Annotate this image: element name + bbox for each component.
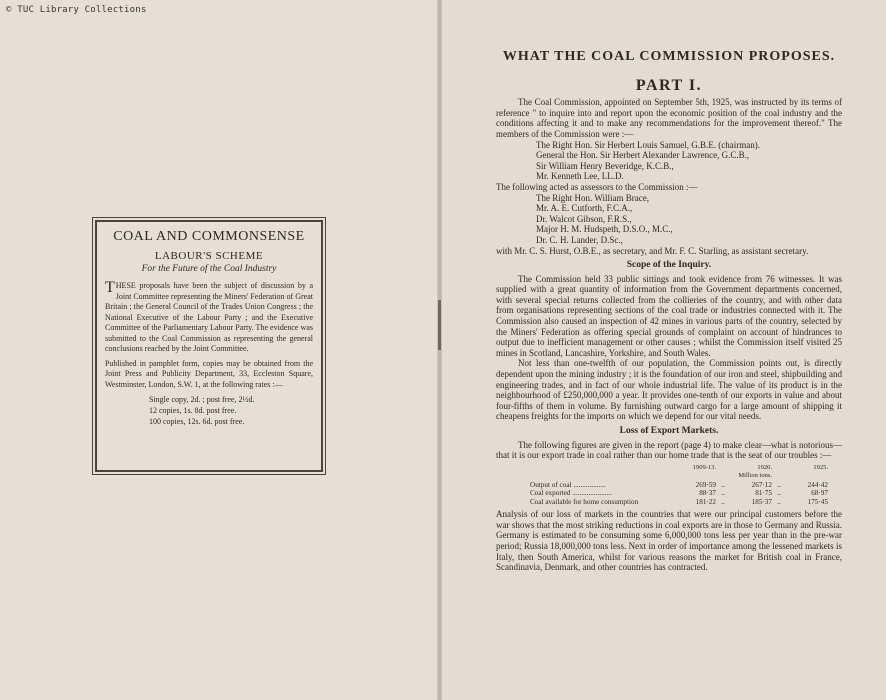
rates-list [149,394,313,427]
right-page-content [496,49,842,573]
rate-item: 100 copies, 12s. 6d. post free. [149,417,245,426]
table-row-label: Coal available for home consumption [530,497,639,506]
scope-paragraph-2: Not less than one-twelfth of our population, the Commission points out, is directly dependent upon the mining industry ; it is the foundation of our iron and steel, shipbuilding and engineering trades, and in fact of our whole industrial life. The value of its product is in the neighbourhood of £250,000,000 a year. It provides one-tenth of our exports in value and about four-fifths of them in volume. By furnishing outward cargo for a large amount of shipping it cheapens freights for the imports on which we depend for our vital needs. [496,358,842,422]
table-column-header: 1925. [813,463,828,471]
assessors-list [536,193,842,246]
table-cell: 181·22 [695,497,716,506]
scope-paragraph-1: The Commission held 33 public sittings and took evidence from 76 witnesses. It was supplied with a great quantity of information from the Government departments concerned, with several special returns collected from the collieries of the country, and with other data from organisations representing sections of the coal trade or industries connected with it. The Commission also caused an inspection of 42 mines in various parts of the country, selected by the Miners' Federation as offering special grounds of complaint on account of hindrances to output due to inefficient management or other causes ; whilst the Commission itself visited 25 mines in Scotland, Lancashire, Yorkshire, and South Wales. [496,273,842,358]
drop-cap: T [105,279,115,296]
scope-heading: Scope of the Inquiry. [626,260,712,271]
assessor-item: Dr. C. H. Lander, D.Sc., [536,234,623,245]
member-item: General the Hon. Sir Herbert Alexander Lawrence, G.C.B., [536,150,750,161]
left-page [0,0,440,700]
table-row: Coal exported ...................... 88·37 .. 81·75 .. 68·97 [530,489,828,498]
part-heading: PART I. [635,76,703,94]
table-row: Output of coal .................. 269·59 .. 267·12 .. 244·42 [530,480,828,489]
export-paragraph-1: The following figures are given in the report (page 4) to make clear—what is notorious—that it is our export trade in coal rather than our home trade that is the seat of our troubles :— [496,439,842,461]
member-item: Mr. Kenneth Lee, LL.D. [536,171,624,182]
table-cell: 269·59 [695,480,716,489]
staple [438,300,441,350]
watermark: © TUC Library Collections [6,5,147,15]
table-column-header: 1920. [757,463,772,471]
assessor-item: The Right Hon. William Brace, [536,192,649,203]
export-paragraph-2: Analysis of our loss of markets in the countries that were our principal customers before the war shows that the most striking reductions in coal exports are in those to Germany and Russia. Germany is estimated to be consuming some 6,000,000 tons less per year than in the pre-war period; Russia 18,000,000 tons less. Next in order of importance among the lessened markets is Italy, then South America, whilst for various reasons the market for British coal in France, Scandinavia, Denmark, and other countries has contracted. [496,509,842,573]
table-cell: 244·42 [807,480,828,489]
export-heading: Loss of Export Markets. [619,426,719,436]
table-column-header: 1909-13. [692,463,716,471]
coal-figures-table [530,464,842,507]
box-subtitle: LABOUR'S SCHEME [154,250,264,262]
page-title: WHAT THE COAL COMMISSION PROPOSES. [502,49,836,64]
table-cell: 88·37 [699,489,716,498]
member-item: Sir William Henry Beveridge, K.C.B., [536,160,674,171]
coal-commonsense-box [95,220,323,472]
assessor-item: Major H. M. Hudspeth, D.S.O., M.C., [536,224,673,235]
secretary-line: with Mr. C. S. Hurst, O.B.E., as secretary, and Mr. F. C. Starling, as assistant secretary. [496,245,809,256]
rate-item: 12 copies, 1s. 8d. post free. [149,406,237,415]
table-row: Coal available for home consumption 181·22 .. 185·37 .. 175·45 [530,497,828,506]
box-paragraph-1-text: HESE proposals have been the subject of discussion by a Joint Committee representing the Miners' Federation of Great Britain ; the General Council of the Trades Union Congress ; the National Executive of the Labour Party ; and the Executive Committee of the Parliamentary Labour Party. The evidence was submitted to the Coal Commission as representing the general conclusions reached by the Joint Committee. [105,281,313,353]
table-unit: Million tons. [738,472,772,480]
assessors-intro: The following acted as assessors to the Commission :— [496,181,698,192]
box-tagline: For the Future of the Coal Industry [141,264,277,274]
box-title: COAL AND COMMONSENSE [113,229,305,244]
table-header-row [530,464,842,473]
table-cell: 68·97 [811,489,828,498]
table-row-label: Output of coal .................. [530,480,606,489]
box-paragraph-1 [105,281,313,355]
table-cell: 175·45 [807,497,828,506]
assessor-item: Dr. Walcot Gibson, F.R.S., [536,213,632,224]
table-cell: 267·12 [751,480,772,489]
box-paragraph-2: Published in pamphlet form, copies may be obtained from the Joint Press and Publicity Department, 33, Eccleston Square, Westminster, London, S.W. 1, at the following rates :— [105,358,313,389]
table-unit-row [530,472,842,481]
table-cell: 185·37 [751,497,772,506]
member-item: The Right Hon. Sir Herbert Louis Samuel, G.B.E. (chairman). [536,139,760,150]
intro-paragraph: The Coal Commission, appointed on September 5th, 1925, was instructed by its terms of reference " to inquire into and report upon the economic position of the coal industry and the conditions affecting it and to make any recommendations for the improvement thereof." The members of the Commission were :— [496,97,842,139]
table-cell: 81·75 [755,489,772,498]
members-list [536,140,842,182]
rate-item: Single copy, 2d. ; post free, 2½d. [149,395,255,404]
assessor-item: Mr. A. E. Cutforth, F.C.A., [536,203,633,214]
table-row-label: Coal exported ...................... [530,489,612,498]
